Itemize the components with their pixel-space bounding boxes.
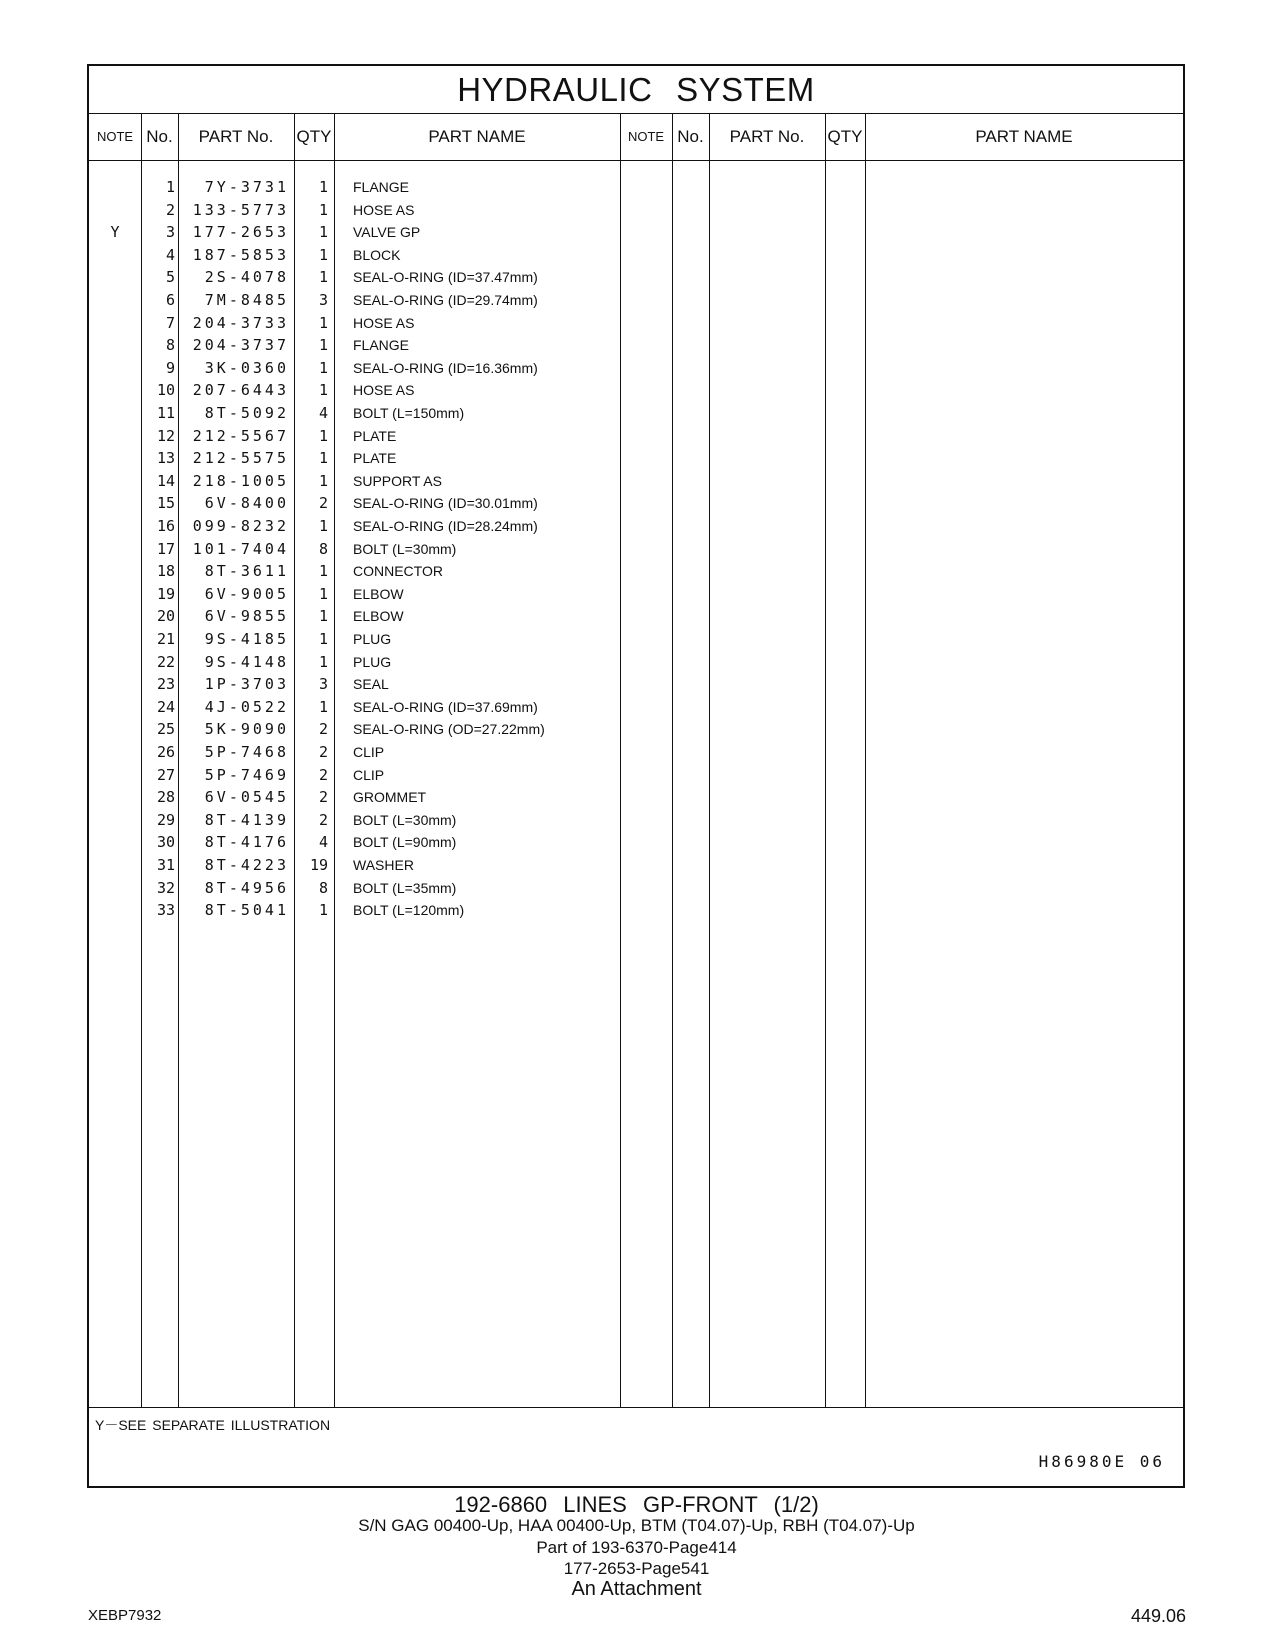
row-part-name: HOSE AS [353,314,415,331]
row-number: 6 [165,291,175,309]
row-part-number: 5P-7468 [204,743,289,761]
row-number: 29 [156,810,175,829]
row-part-name: CLIP [353,744,385,760]
header-no: No. [146,127,173,146]
row-quantity: 1 [318,697,328,716]
row-part-name: BOLT (L=30mm) [353,811,457,828]
row-part-name: SEAL-O-RING (ID=37.69mm) [353,698,538,715]
table-row [89,786,1183,809]
table-row [89,560,1183,583]
row-part-number: 1P-3703 [204,675,289,694]
row-quantity: 8 [318,878,328,897]
table-row [89,718,1183,741]
row-part-name: SEAL-O-RING (OD=27.22mm) [353,721,545,738]
table-row [89,538,1183,561]
table-row [89,877,1183,900]
row-number: 26 [156,743,175,761]
row-number: 1 [165,178,175,196]
row-part-name: SEAL [353,676,389,693]
table-row [89,583,1183,606]
table-row [89,605,1183,628]
table-row [89,741,1183,764]
row-quantity: 1 [318,901,328,920]
table-row [89,199,1183,222]
row-part-number: 4J-0522 [204,697,289,716]
row-part-name: SEAL-O-RING (ID=29.74mm) [353,292,538,308]
row-quantity: 1 [318,652,328,671]
row-part-number: 2S-4078 [204,268,289,287]
row-part-number: 7M-8485 [204,291,289,309]
row-part-name: SUPPORT AS [353,472,442,489]
row-part-number: 212-5567 [192,426,289,445]
row-quantity: 19 [309,856,328,874]
row-number: 10 [156,381,175,400]
document-id: XEBP7932 [88,1607,162,1624]
row-part-name: BLOCK [353,246,401,263]
row-quantity: 1 [318,426,328,445]
row-part-number: 204-3737 [192,336,289,355]
row-part-number: 207-6443 [192,381,289,400]
row-part-number: 099-8232 [192,517,289,535]
row-part-name: BOLT (L=120mm) [353,902,465,919]
row-part-number: 187-5853 [192,245,289,264]
row-quantity: 4 [318,833,328,852]
row-quantity: 1 [318,449,328,468]
row-number: 19 [156,584,175,603]
row-part-number: 6V-0545 [204,788,289,807]
row-number: 18 [156,562,175,581]
row-quantity: 1 [318,517,328,535]
header-part-name-right: PART NAME [975,127,1073,146]
row-part-name: HOSE AS [353,382,415,399]
row-number: 31 [156,856,175,874]
table-row [89,764,1183,787]
table-row [89,266,1183,289]
row-part-name: BOLT (L=150mm) [353,405,465,421]
row-quantity: 4 [318,404,328,422]
table-row [89,244,1183,267]
page-title: HYDRAULIC SYSTEM [89,66,1183,114]
row-quantity: 1 [318,630,328,648]
row-number: 15 [156,494,175,513]
row-quantity: 1 [318,223,328,242]
row-part-number: 3K-0360 [204,358,289,377]
row-part-name: BOLT (L=35mm) [353,879,457,896]
row-part-name: PLUG [353,653,392,670]
table-row [89,492,1183,515]
footnote-divider [89,1407,1183,1408]
row-quantity: 1 [318,584,328,603]
row-part-number: 7Y-3731 [204,178,289,196]
table-row [89,899,1183,922]
row-quantity: 1 [318,562,328,581]
row-quantity: 2 [318,494,328,513]
caption-attachment: An Attachment [571,1578,702,1600]
table-row [89,402,1183,425]
table-row [89,673,1183,696]
row-quantity: 2 [318,765,328,784]
table-row [89,221,1183,244]
caption-part-of: Part of 193-6370-Page414 [536,1538,737,1557]
row-part-number: 8T-4223 [204,856,289,874]
row-quantity: 2 [318,810,328,829]
row-number: 5 [165,268,175,287]
row-number: 11 [156,404,175,422]
table-row [89,854,1183,877]
caption-serials: S/N GAG 00400-Up, HAA 00400-Up, BTM (T04.07)-Up, RBH (T04.07)-Up [358,1516,915,1535]
row-part-number: 8T-3611 [204,562,289,581]
row-part-number: 8T-5092 [204,404,289,422]
row-number: 7 [165,313,175,332]
row-quantity: 1 [318,358,328,377]
header-part-name: PART NAME [428,127,526,146]
row-number: 22 [156,652,175,671]
row-number: 4 [165,245,175,264]
header-part-no-right: PART No. [729,127,805,146]
row-quantity: 1 [318,178,328,196]
row-part-name: BOLT (L=90mm) [353,834,457,851]
row-part-number: 8T-4176 [204,833,289,852]
row-part-name: ELBOW [353,585,404,602]
table-row [89,447,1183,470]
row-part-name: PLATE [353,427,397,444]
row-part-name: FLANGE [353,179,410,195]
header-note-right: NOTE [627,129,665,144]
table-row [89,425,1183,448]
table-row [89,357,1183,380]
row-part-number: 218-1005 [192,471,289,490]
row-quantity: 1 [318,381,328,400]
row-number: 32 [156,878,175,897]
row-part-number: 6V-8400 [204,494,289,513]
row-quantity: 3 [318,291,328,309]
header-no-right: No. [677,127,704,146]
row-quantity: 1 [318,200,328,219]
table-row [89,379,1183,402]
row-number: 12 [156,426,175,445]
row-quantity: 2 [318,743,328,761]
row-part-name: HOSE AS [353,201,415,218]
row-number: 30 [156,833,175,852]
row-part-number: 212-5575 [192,449,289,468]
table-row [89,696,1183,719]
row-note: Y [110,223,120,242]
row-part-name: SEAL-O-RING (ID=16.36mm) [353,359,538,376]
row-part-number: 8T-4139 [204,810,289,829]
row-part-name: WASHER [353,857,414,873]
row-quantity: 1 [318,313,328,332]
header-part-no: PART No. [198,127,274,146]
footnote: Y－SEE SEPARATE ILLUSTRATION [95,1417,331,1433]
row-part-name: SEAL-O-RING (ID=30.01mm) [353,495,538,512]
page-number: 449.06 [1130,1606,1186,1626]
row-part-number: 133-5773 [192,200,289,219]
row-number: 14 [156,471,175,490]
row-part-number: 8T-4956 [204,878,289,897]
row-part-number: 5P-7469 [204,765,289,784]
figure-id: H86980E 06 [1038,1452,1165,1471]
header-note: NOTE [96,129,134,144]
table-row [89,334,1183,357]
row-number: 33 [156,901,175,920]
row-quantity: 1 [318,336,328,355]
row-part-number: 6V-9855 [204,607,289,626]
table-row [89,515,1183,538]
header-qty: QTY [296,127,332,146]
table-row [89,312,1183,335]
caption-reference: 177-2653-Page541 [563,1559,710,1578]
row-part-name: CONNECTOR [353,563,443,580]
row-number: 23 [156,675,175,694]
table-row [89,289,1183,312]
row-part-name: FLANGE [353,337,410,354]
row-number: 8 [165,336,175,355]
row-number: 28 [156,788,175,807]
row-number: 21 [156,630,175,648]
row-part-name: BOLT (L=30mm) [353,540,457,557]
row-part-number: 177-2653 [192,223,289,242]
table-row [89,809,1183,832]
row-number: 17 [156,539,175,558]
parts-list-frame [87,64,1185,1488]
row-part-number: 5K-9090 [204,720,289,739]
row-part-name: GROMMET [353,789,427,806]
row-part-name: PLATE [353,450,397,467]
row-part-name: VALVE GP [353,224,421,241]
row-number: 24 [156,697,175,716]
row-part-number: 101-7404 [192,539,289,558]
row-number: 13 [156,449,175,468]
row-part-number: 8T-5041 [204,901,289,920]
row-quantity: 3 [318,675,328,694]
row-part-number: 204-3733 [192,313,289,332]
header-qty-right: QTY [827,127,863,146]
row-part-number: 6V-9005 [204,584,289,603]
row-quantity: 1 [318,245,328,264]
row-part-name: SEAL-O-RING (ID=28.24mm) [353,518,538,534]
row-part-name: SEAL-O-RING (ID=37.47mm) [353,269,538,286]
row-quantity: 2 [318,720,328,739]
row-number: 3 [165,223,175,242]
row-number: 2 [165,200,175,219]
row-part-name: PLUG [353,631,392,647]
table-row [89,628,1183,651]
row-quantity: 8 [318,539,328,558]
row-quantity: 1 [318,471,328,490]
table-row [89,470,1183,493]
table-row [89,176,1183,199]
row-number: 9 [165,358,175,377]
row-number: 27 [156,765,175,784]
caption-title: 192-6860 LINES GP-FRONT (1/2) [454,1492,819,1517]
table-row [89,651,1183,674]
row-quantity: 1 [318,607,328,626]
row-part-name: CLIP [353,766,385,783]
row-number: 20 [156,607,175,626]
table-row [89,831,1183,854]
row-quantity: 1 [318,268,328,287]
row-part-name: ELBOW [353,608,404,625]
column-header-row [89,113,1183,161]
row-part-number: 9S-4148 [204,652,289,671]
row-number: 25 [156,720,175,739]
row-part-number: 9S-4185 [204,630,289,648]
row-quantity: 2 [318,788,328,807]
row-number: 16 [156,517,175,535]
